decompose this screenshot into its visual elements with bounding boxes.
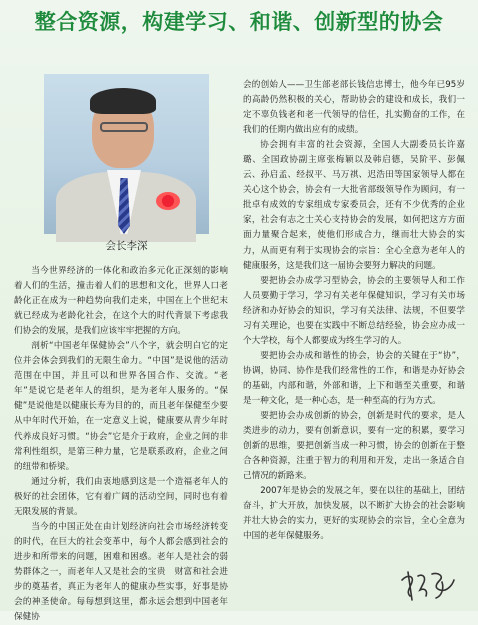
right-paragraph-1: 会的创始人——卫生部老部长钱信忠博士，他今年已95岁的高龄仍然积极的关心，帮助协会的建设和成长，我们一定不辜负钱老和老一代领导的信任，扎实勤奋的工作，在我们的任期内做出应有的成绩。 (243, 80, 465, 136)
left-paragraph-1: 当今世界经济的一体化和政治多元化正深刻的影响着人们的生活，撞击着人们的思想和文化，世界人口老龄化正在成为一种趋势向我们走来，中国在上个世纪末就已经成为老龄化社会，在这个大的时代背景下考虑我们协会的发展，是我们应该牢牢把握的方向。 (14, 266, 228, 337)
right-paragraph-5: 要把协会办成创新的协会，创新是时代的要求，是人类进步的动力，要有创新意识，要有一定的积累，要学习创新的思维，要把创新当成一种习惯，协会的创新在于整合各种资源，注重于智力的利用和开发，走出一条适合自己情况的新路来。 (243, 411, 465, 482)
article-title: 整合资源，构建学习、和谐、创新型的协会 (34, 10, 444, 34)
left-paragraph-2: 剖析“中国老年保健协会”八个字，就会明白它的定位并会体会到我们的无限生命力。“中国”是说他的活动范围在中国，并且可以和世界各国合作、交流。“老年”是说它是老年人的组织，是为老年人服务的。“保健”是说他是以健康长寿为目的的，而且老年保健至少要从中年时代开始，在一定意义上说，健康要从青少年时代养成良好习惯。“协会”它是介于政府，企业之间的非常利性组织，是第三种力量，它是联系政府，企业之间的纽带和桥梁。 (14, 341, 228, 472)
portrait-hair (90, 88, 156, 114)
left-paragraph-3: 通过分析，我们由衷地感到这是一个造福老年人的极好的社会团体，它有着广阔的活动空间，同时也有着无限发展的背景。 (14, 476, 228, 517)
right-paragraph-2: 协会拥有丰富的社会资源，全国人大副委员长许嘉璐、全国政协副主席张梅颖以及韩启德，吴阶平、彭佩云、孙启孟、经叔平、马万祺、迟浩田等国家领导人都在关心这个协会，协会有一大批省部级领导作为顾问，有一批卓有成效的专家组成专家委员会，还有不少优秀的企业家，社会有志之士关心支持协会的发展，如何把这方方面面力量聚合起来，使他们形成合力，继而壮大协会的实力，从而更有利于实现协会的宗旨：全心全意为老年人的健康服务，这是我们这一届协会要努力解决的问题。 (243, 140, 465, 271)
left-column (14, 264, 228, 623)
left-paragraph-4: 当今的中国正处在由计划经济向社会市场经济转变的时代，在巨大的社会变革中，每个人都会感到社会的进步和所带来的问题，困难和困惑。老年人是社会的弱势群体之一，而老年人又是社会的宝贵 财富和社会进步的奠基者，真正为老年人的健康办些实事，好事是协会的神圣使命。每每想到这里，都永远会想到中国老年保健协 (14, 521, 228, 623)
right-paragraph-6: 2007年是协会的发展之年，要在以往的基础上，团结奋斗，扩大开放，加快发展，以不断扩大协会的社会影响并壮大协会的实力，更好的实现协会的宗旨，全心全意为中国的老年保健服务。 (243, 486, 465, 542)
right-paragraph-3: 要把协会办成学习型协会，协会的主要领导人和工作人员要勤于学习，学习有关老年保健知识，学习有关市场经济和办好协会的知识，学习有关法律、法规，不但要学习有关理论，也要在实践中不断总结经验，协会应办成一个大学校，每个人都要成为终生学习的人。 (243, 275, 465, 346)
right-paragraph-4: 要把协会办成和谐性的协会，协会的关键在于“协”，协调，协同、协作是我们经常性的工作，和谐是办好协会的基础，内部和谐，外部和谐，上下和谐至关重要，和谐是一种文化，是一种心态，是一种至高的行为方式。 (243, 350, 465, 406)
portrait-photo (44, 74, 209, 234)
right-column (243, 78, 465, 564)
portrait-glasses (100, 122, 148, 132)
portrait-corsage (156, 192, 180, 210)
handwritten-signature (398, 566, 458, 602)
photo-caption: 会长李深 (105, 240, 148, 252)
